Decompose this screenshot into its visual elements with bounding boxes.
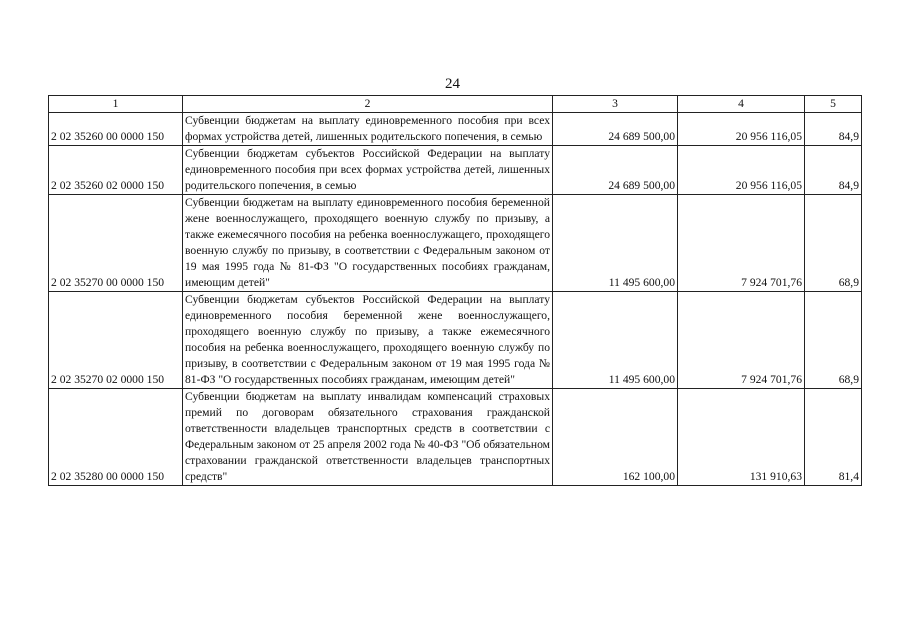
row-description: Субвенции бюджетам на выплату инвалидам компенсаций страховых премий по договорам обязательного страхования гражданской ответственности владельцев транспортных средств в соответствии с Федеральным законом от 25 апреля 2002 года № 40-ФЗ "Об обязательном страховании гражданской ответственности владельцев транспортных средств" [183, 389, 553, 486]
table-row [49, 389, 862, 486]
column-header-1: 1 [49, 96, 183, 113]
row-description: Субвенции бюджетам на выплату единовременного пособия беременной жене военнослужащего, проходящего военную службу по призыву, а также ежемесячного пособия на ребенка военнослужащего, проходящего военную службу по призыву, в соответствии с Федеральным законом от 19 мая 1995 года № 81-ФЗ "О государственных пособиях гражданам, имеющим детей" [183, 195, 553, 292]
row-col5-value: 68,9 [805, 195, 862, 292]
column-header-2: 2 [183, 96, 553, 113]
row-code: 2 02 35280 00 0000 150 [49, 389, 183, 486]
row-code: 2 02 35270 00 0000 150 [49, 195, 183, 292]
row-description: Субвенции бюджетам субъектов Российской Федерации на выплату единовременного пособия беременной жене военнослужащего, проходящего военную службу по призыву, а также ежемесячного пособия на ребенка военнослужащего, проходящего военную службу по призыву, в соответствии с Федеральным законом от 19 мая 1995 года № 81-ФЗ "О государственных пособиях гражданам, имеющим детей" [183, 292, 553, 389]
row-col5-value: 81,4 [805, 389, 862, 486]
page-number: 24 [445, 76, 460, 92]
row-col3-value: 11 495 600,00 [553, 292, 678, 389]
row-col3-value: 24 689 500,00 [553, 113, 678, 146]
row-code: 2 02 35260 00 0000 150 [49, 113, 183, 146]
row-col5-value: 68,9 [805, 292, 862, 389]
table-row [49, 195, 862, 292]
row-col5-value: 84,9 [805, 113, 862, 146]
row-col4-value: 20 956 116,05 [678, 113, 805, 146]
row-col5-value: 84,9 [805, 146, 862, 195]
column-header-5: 5 [805, 96, 862, 113]
column-header-3: 3 [553, 96, 678, 113]
column-header-4: 4 [678, 96, 805, 113]
row-col4-value: 7 924 701,76 [678, 195, 805, 292]
row-col4-value: 7 924 701,76 [678, 292, 805, 389]
header-row [49, 96, 862, 113]
row-col4-value: 20 956 116,05 [678, 146, 805, 195]
row-description: Субвенции бюджетам субъектов Российской Федерации на выплату единовременного пособия при всех формах устройства детей, лишенных родительского попечения, в семью [183, 146, 553, 195]
row-col3-value: 24 689 500,00 [553, 146, 678, 195]
row-col3-value: 11 495 600,00 [553, 195, 678, 292]
row-code: 2 02 35270 02 0000 150 [49, 292, 183, 389]
budget-table [48, 95, 862, 486]
table-row [49, 292, 862, 389]
row-col4-value: 131 910,63 [678, 389, 805, 486]
row-col3-value: 162 100,00 [553, 389, 678, 486]
row-code: 2 02 35260 02 0000 150 [49, 146, 183, 195]
row-description: Субвенции бюджетам на выплату единовременного пособия при всех формах устройства детей, лишенных родительского попечения, в семью [183, 113, 553, 146]
table-row [49, 113, 862, 146]
table-row [49, 146, 862, 195]
